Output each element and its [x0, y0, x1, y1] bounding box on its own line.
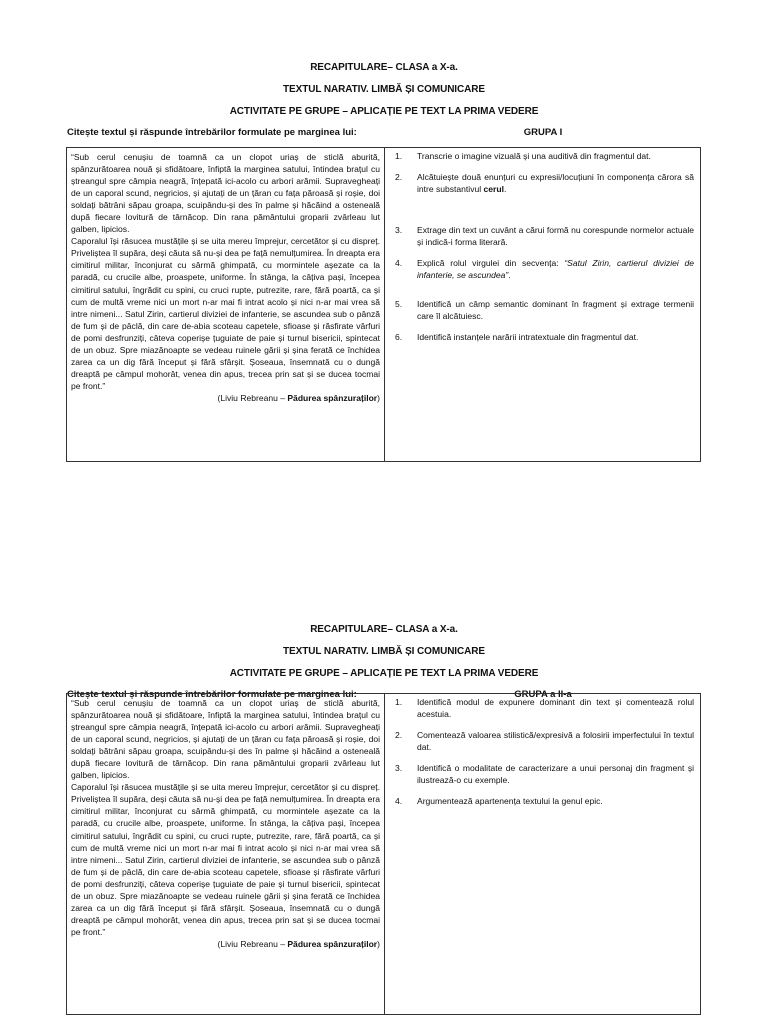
text-and-questions-table [66, 693, 701, 1015]
citation-work: Pădurea spânzuraților [287, 392, 378, 403]
title-activitate: ACTIVITATE PE GRUPE – APLICAȚIE PE TEXT LA PRIMA VEDERE [229, 106, 539, 117]
question-item [393, 298, 694, 322]
question-number: 4. [395, 796, 403, 806]
question-text: Identifică instanțele narării intratextuale din fragmentul dat. [417, 332, 639, 342]
question-item [393, 224, 694, 248]
question-text-part: . [508, 270, 511, 280]
question-text: Argumentează apartenența textului la genul epic. [417, 796, 603, 806]
question-number: 3. [395, 763, 403, 773]
question-text-italic: “Satul Zirin, cartierul diviziei de infanterie, se ascundea” [417, 258, 695, 280]
passage-text: “Sub cerul cenușiu de toamnă ca un clopot uriaș de sticlă aburită, spânzurătoarea nouă și sfidătoare, înfiptă la marginea satului, întindea brațul cu ștreangul spre câmpia neagră, înțepată ici-acolo cu arbori arămii. Supravegheați de un caporal scund, negricios, și ajutați de un țăran cu fața păroasă și roșie, doi soldați bătrâni săpau groapa, scuipându-și des în palme și hăcăind a osteneală după fiecare lovitură de târnăcop. Din rana pământului groparii zvârleau lut galben, lipicios. Caporalul își răsucea mustățile și se uita mereu împrejur, cercetător și cu dispreț. Priveliștea îl supăra, deși căuta să nu-și dea pe față nemulțumirea. În dreapta era cimitirul militar, înconjurat cu sârmă ghimpată, cu mormintele așezate ca la paradă, cu crucile albe, proaspete, uniforme. În stânga, la câțiva pași, începea cimitirul satului, îngrădit cu spini, cu cruci rupte, putrezite, rare, fără poartă, ca și cum de multă vreme nici un mort n-ar mai fi intrat acolo și nici n-ar mai vrea să intre nimeni... Satul Zirin, cartierul diviziei de infanterie, se ascundea sub o pânză de fum și de pâclă, din care de-abia scoteau capetele, sfioase și răsfirate vârfuri de pomi desfrunziți, câteva coperișe țuguiate de paie și turnul bisericii, spintecat de un obuz. Spre miazănoapte se vedeau ruinele gării și șina ferată ce închidea zarea ca un dig fără început și fără sfârșit. Șoseaua, însemnată cu o dungă dreaptă pe câmpul mohorât, venea din apus, trecea prin sat și se ducea tocmai pe front.” [71, 152, 380, 391]
instruction-row [0, 127, 768, 141]
question-number: 2. [395, 730, 403, 740]
title-activitate: ACTIVITATE PE GRUPE – APLICAȚIE PE TEXT LA PRIMA VEDERE [229, 668, 539, 679]
group-label: GRUPA I [523, 127, 563, 138]
citation [71, 392, 380, 404]
instruction-text: Citește textul și răspunde întrebărilor formulate pe marginea lui: [67, 689, 357, 700]
title-recapitulare: RECAPITULARE– CLASA a X-a. [310, 624, 458, 635]
question-text: Comentează valoarea stilistică/expresivă a folosirii imperfectului în textul dat. [417, 730, 694, 752]
passage-cell [67, 148, 385, 461]
worksheet-group-1 [0, 62, 768, 403]
question-number: 5. [395, 299, 403, 309]
title-recapitulare: RECAPITULARE– CLASA a X-a. [310, 62, 458, 73]
worksheet-group-2 [0, 624, 768, 949]
question-item [393, 257, 694, 281]
question-text-part: Alcătuiește două enunțuri cu expresii/locuțiuni în componența cărora să intre substantivul [417, 172, 694, 194]
question-number: 6. [395, 332, 403, 342]
question-number: 3. [395, 225, 403, 235]
citation-close: ) [377, 392, 380, 403]
title-text-narativ: TEXTUL NARATIV. LIMBĂ ȘI COMUNICARE [283, 84, 485, 95]
citation [71, 938, 380, 950]
question-item [393, 331, 694, 343]
question-number: 1. [395, 151, 403, 161]
question-number: 1. [395, 697, 403, 707]
question-text: Transcrie o imagine vizuală și una auditivă din fragmentul dat. [417, 151, 651, 161]
question-text [417, 257, 694, 281]
question-text: Identifică un câmp semantic dominant în fragment și extrage termenii care îl alcătuiesc. [417, 299, 694, 321]
questions-cell [385, 694, 700, 1014]
question-text-part: . [503, 184, 507, 194]
question-item [393, 150, 694, 162]
question-item [393, 795, 694, 807]
question-number: 2. [395, 172, 403, 182]
question-text: Extrage din text un cuvânt a cărui formă nu corespunde normelor actuale și indică-i forma literară. [417, 225, 694, 247]
title-text-narativ: TEXTUL NARATIV. LIMBĂ ȘI COMUNICARE [283, 646, 485, 657]
text-and-questions-table [66, 147, 701, 462]
questions-cell [385, 148, 700, 461]
question-number: 4. [395, 258, 403, 268]
question-item [393, 729, 694, 753]
question-item [393, 762, 694, 786]
question-item [393, 171, 694, 195]
passage-cell [67, 694, 385, 1014]
citation-close: ) [377, 938, 380, 949]
instruction-text: Citește textul și răspunde întrebărilor formulate pe marginea lui: [67, 127, 357, 138]
question-item [393, 696, 694, 720]
question-text-part: Explică rolul virgulei din secvența: [417, 258, 565, 268]
citation-author: (Liviu Rebreanu – [217, 392, 288, 403]
citation-work: Pădurea spânzuraților [287, 938, 378, 949]
group-label: GRUPA a II-a [514, 689, 572, 700]
passage-text: “Sub cerul cenușiu de toamnă ca un clopot uriaș de sticlă aburită, spânzurătoarea nouă și sfidătoare, înfiptă la marginea satului, întindea brațul cu ștreangul spre câmpia neagră, înțepată ici-acolo cu arbori arămii. Supravegheați de un caporal scund, negricios, și ajutați de un țăran cu fața păroasă și roșie, doi soldați bătrâni săpau groapa, scuipându-și des în palme și hăcăind a osteneală după fiecare lovitură de târnăcop. Din rana pământului groparii zvârleau lut galben, lipicios. Caporalul își răsucea mustățile și se uita mereu împrejur, cercetător și cu dispreț. Priveliștea îl supăra, deși căuta să nu-și dea pe față nemulțumirea. În dreapta era cimitirul militar, înconjurat cu sârmă ghimpată, cu mormintele așezate ca la paradă, cu crucile albe, proaspete, uniforme. În stânga, la câțiva pași, începea cimitirul satului, îngrădit cu spini, cu cruci rupte, putrezite, rare, fără poartă, ca și cum de multă vreme nici un mort n-ar mai fi intrat acolo și nici n-ar mai vrea să intre nimeni... Satul Zirin, cartierul diviziei de infanterie, se ascundea sub o pânză de fum și de pâclă, din care de-abia scoteau capetele, sfioase și răsfirate vârfuri de pomi desfrunziți, câteva coperișe țuguiate de paie și turnul bisericii, spintecat de un obuz. Spre miazănoapte se vedeau ruinele gării și șina ferată ce închidea zarea ca un dig fără început și fără sfârșit. Șoseaua, însemnată cu o dungă dreaptă pe câmpul mohorât, venea din apus, trecea prin sat și se ducea tocmai pe front.” [71, 698, 380, 937]
question-text: Identifică modul de expunere dominant din text și comentează rolul acestuia. [417, 697, 694, 719]
citation-author: (Liviu Rebreanu – [217, 938, 288, 949]
question-text-bold: cerul [483, 184, 504, 194]
question-text: Identifică o modalitate de caracterizare a unui personaj din fragment și ilustrează-o cu exemple. [417, 763, 694, 785]
question-text [417, 171, 694, 195]
